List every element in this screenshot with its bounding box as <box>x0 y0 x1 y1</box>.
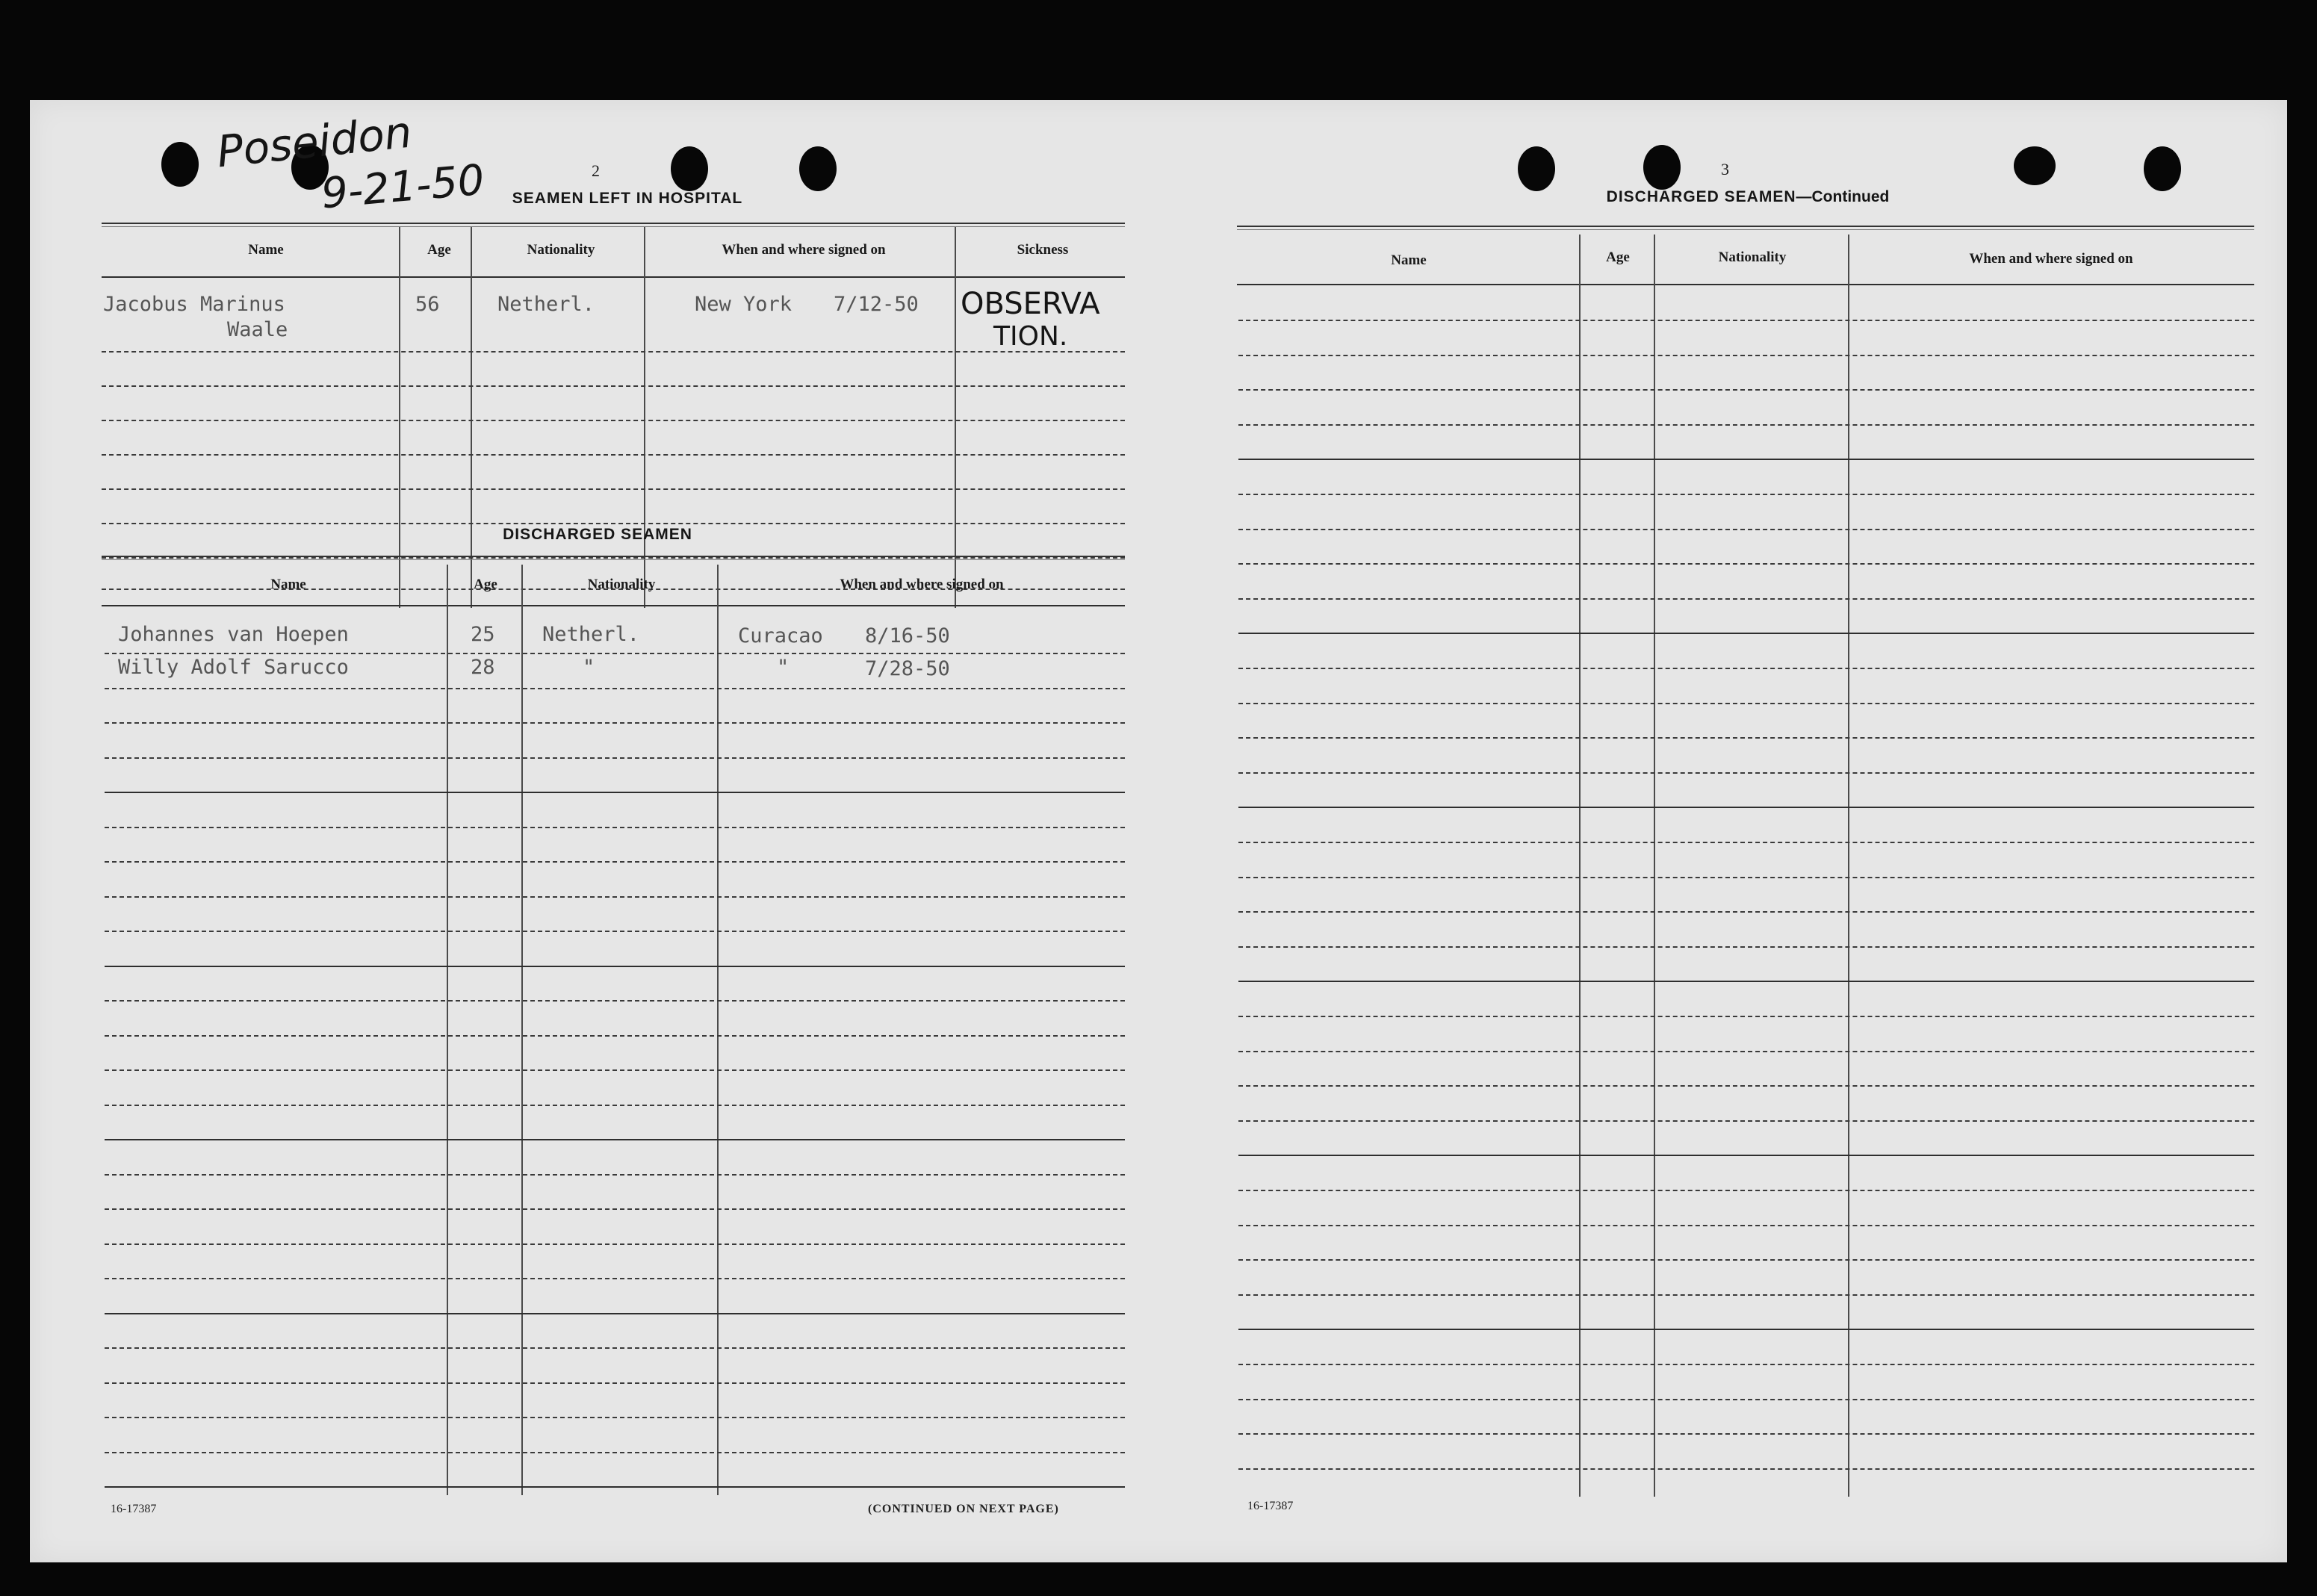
row-line <box>105 1347 1125 1349</box>
row-line <box>1238 1329 2254 1330</box>
hospital-row-name-cont: Waale <box>227 318 288 341</box>
col-header-nationality: Nationality <box>1718 249 1787 265</box>
row-line <box>105 827 1125 828</box>
form-sheet <box>30 100 2287 1562</box>
row-line <box>105 1174 1125 1176</box>
col-header-when-where: When and where signed on <box>840 577 1004 592</box>
column-divider <box>955 227 956 608</box>
discharged-row-1-date: 8/16-50 <box>865 624 950 648</box>
hospital-section-title: SEAMEN LEFT IN HOSPITAL <box>512 190 743 207</box>
hospital-row-date: 7/12-50 <box>834 293 919 316</box>
discharged-row-2-nationality: " <box>583 656 595 679</box>
column-divider <box>399 227 400 608</box>
row-line <box>105 1139 1125 1140</box>
row-line <box>1238 633 2254 634</box>
row-line <box>1238 529 2254 530</box>
row-line <box>1238 668 2254 669</box>
handwritten-date: 9-21-50 <box>319 155 486 219</box>
hospital-row-where: New York <box>695 293 793 316</box>
row-line <box>1238 946 2254 948</box>
column-divider <box>644 227 645 608</box>
col-header-nationality: Nationality <box>587 577 656 592</box>
form-number-right: 16-17387 <box>1247 1500 1294 1512</box>
row-line <box>105 688 1125 689</box>
discharged-row-2-date: 7/28-50 <box>865 657 950 680</box>
row-line <box>105 792 1125 793</box>
row-line <box>102 488 1125 490</box>
table-rule <box>102 276 1125 278</box>
discharged-row-2-where: " <box>777 656 790 679</box>
row-line <box>102 385 1125 387</box>
row-line <box>105 861 1125 863</box>
row-line <box>1238 1225 2254 1226</box>
row-line <box>1238 598 2254 600</box>
discharged-row-2-age: 28 <box>471 656 495 679</box>
row-line <box>105 1417 1125 1418</box>
discharged-row-1-nationality: Netherl. <box>542 623 640 646</box>
row-line <box>1238 1120 2254 1122</box>
hospital-row-sickness: OBSERVA <box>961 287 1100 321</box>
table-rule <box>102 605 1125 606</box>
punch-hole <box>161 142 199 187</box>
table-rule <box>1237 284 2254 285</box>
punch-hole <box>1643 145 1681 190</box>
row-line <box>105 653 1125 654</box>
discharged-row-1-where: Curacao <box>738 624 823 648</box>
row-line <box>1238 703 2254 704</box>
row-line <box>105 1278 1125 1279</box>
row-line <box>1238 981 2254 982</box>
row-line <box>1238 355 2254 356</box>
hospital-row-name: Jacobus Marinus <box>103 293 285 316</box>
row-line <box>1238 877 2254 878</box>
row-line <box>1238 1259 2254 1261</box>
row-line <box>105 1452 1125 1453</box>
discharged-continued-title <box>1524 188 1972 206</box>
row-line <box>105 966 1125 967</box>
row-line <box>1238 842 2254 843</box>
row-line <box>102 454 1125 456</box>
row-line <box>1238 563 2254 565</box>
discharged-row-2-name: Willy Adolf Sarucco <box>118 656 349 679</box>
col-header-age: Age <box>474 577 497 592</box>
punch-hole <box>1518 146 1555 191</box>
col-header-age: Age <box>1606 249 1630 265</box>
row-line <box>1238 389 2254 391</box>
hospital-row-nationality: Netherl. <box>497 293 595 316</box>
row-line <box>1238 1399 2254 1400</box>
row-line <box>1238 1016 2254 1017</box>
hospital-row-sickness-cont: TION. <box>993 321 1068 352</box>
row-line <box>105 722 1125 724</box>
continued-note: (CONTINUED ON NEXT PAGE) <box>868 1503 1059 1515</box>
row-line <box>1238 1051 2254 1052</box>
row-line <box>1238 911 2254 913</box>
col-header-name: Name <box>270 577 306 592</box>
form-number-left: 16-17387 <box>111 1503 157 1515</box>
col-header-sickness: Sickness <box>1017 242 1069 258</box>
row-line <box>1238 1364 2254 1365</box>
row-line <box>1238 772 2254 774</box>
col-header-when-where: When and where signed on <box>722 242 886 258</box>
row-line <box>105 1000 1125 1002</box>
row-line <box>102 523 1125 524</box>
punch-hole <box>2014 146 2056 185</box>
column-divider <box>471 227 472 608</box>
column-divider <box>717 565 719 1495</box>
punch-hole <box>2144 146 2181 191</box>
row-line <box>1238 424 2254 426</box>
row-line <box>105 1486 1125 1488</box>
section-rule <box>102 556 1125 560</box>
row-line <box>105 1243 1125 1245</box>
column-divider <box>447 565 448 1495</box>
row-line <box>105 1035 1125 1037</box>
discharged-row-1-name: Johannes van Hoepen <box>118 623 349 646</box>
title-main: DISCHARGED SEAMEN <box>1606 188 1796 205</box>
row-line <box>1238 494 2254 495</box>
handwritten-ship-name: Poseidon <box>214 106 415 178</box>
section-rule <box>1237 226 2254 230</box>
row-line <box>1238 1433 2254 1435</box>
discharged-row-1-age: 25 <box>471 623 495 646</box>
row-line <box>105 1313 1125 1314</box>
row-line <box>1238 737 2254 739</box>
row-line <box>102 420 1125 421</box>
column-divider <box>521 565 523 1495</box>
col-header-name: Name <box>248 242 284 258</box>
row-line <box>105 896 1125 898</box>
section-rule <box>102 223 1125 227</box>
row-line <box>1238 459 2254 460</box>
row-line <box>105 931 1125 932</box>
row-line <box>1238 1468 2254 1470</box>
punch-hole <box>671 146 708 191</box>
discharged-section-title: DISCHARGED SEAMEN <box>503 526 692 543</box>
row-line <box>1238 320 2254 321</box>
row-line <box>105 1069 1125 1071</box>
row-line <box>105 1105 1125 1106</box>
col-header-when-where: When and where signed on <box>1969 251 2133 267</box>
punch-hole <box>799 146 837 191</box>
page-number-right: 3 <box>1721 160 1729 178</box>
page-number-left: 2 <box>592 161 600 180</box>
row-line <box>1238 1155 2254 1156</box>
col-header-name: Name <box>1391 252 1427 268</box>
row-line <box>105 1382 1125 1384</box>
row-line <box>105 757 1125 759</box>
title-suffix: —Continued <box>1796 188 1890 205</box>
col-header-age: Age <box>427 242 451 258</box>
hospital-row-age: 56 <box>415 293 440 316</box>
row-line <box>102 351 1125 353</box>
row-line <box>1238 1085 2254 1087</box>
row-line <box>105 1208 1125 1210</box>
row-line <box>1238 807 2254 808</box>
row-line <box>1238 1190 2254 1191</box>
col-header-nationality: Nationality <box>527 242 595 258</box>
row-line <box>1238 1294 2254 1296</box>
